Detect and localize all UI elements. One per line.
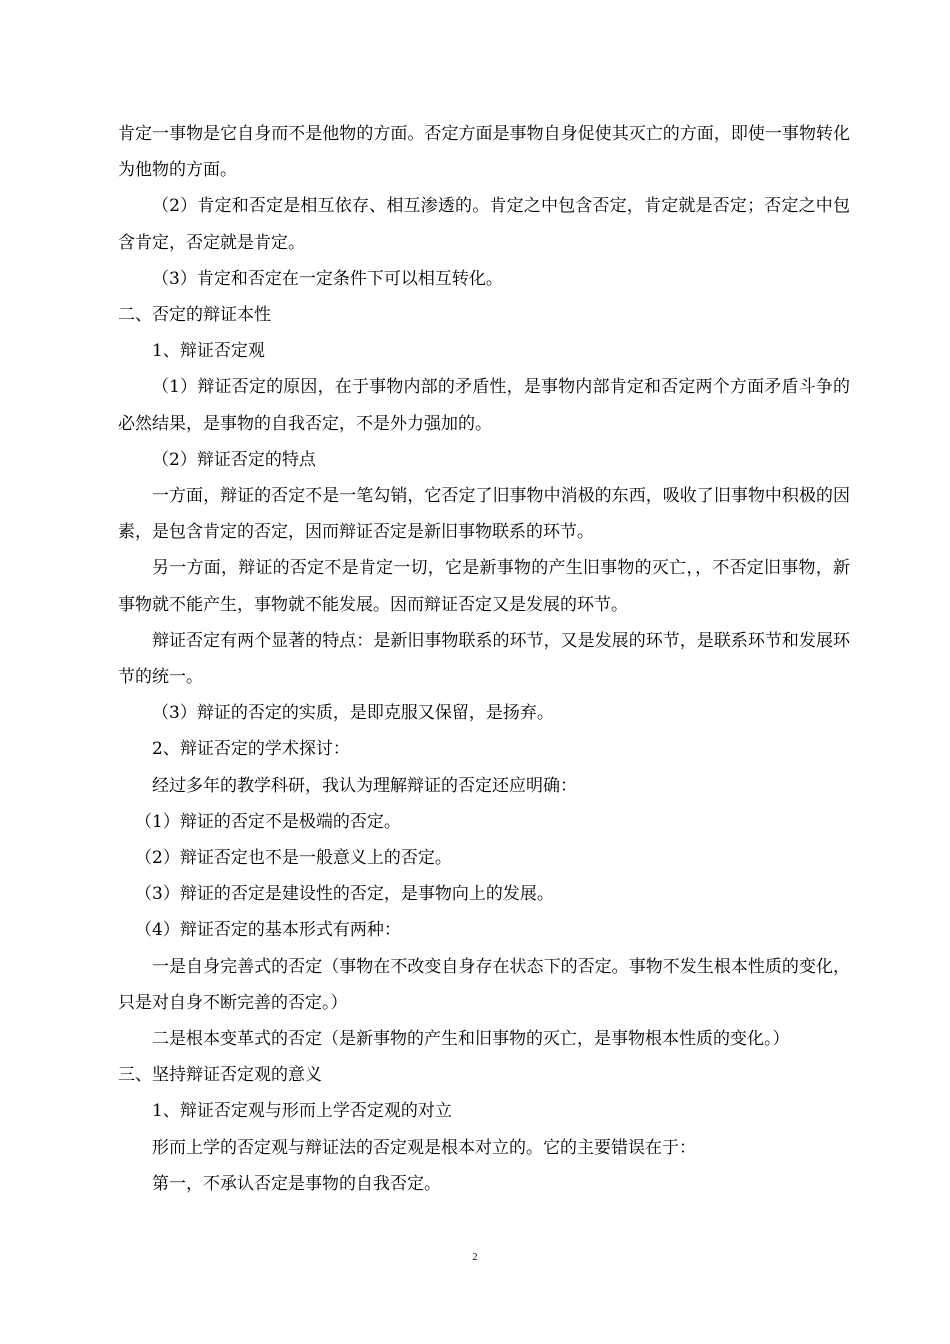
section-heading: 三、坚持辩证否定观的意义 (118, 1065, 322, 1086)
paragraph: 另一方面，辩证的否定不是肯定一切，它是新事物的产生旧事物的灭亡，，不否定旧事物，新事物就不能产生，事物就不能发展。因而辩证否定又是发展的环节。 (118, 558, 850, 615)
paragraph: （3）辩证的否定的实质，是即克服又保留，是扬弃。 (152, 703, 554, 724)
list-item: （2）辩证否定也不是一般意义上的否定。 (135, 848, 452, 869)
list-item: （3）辩证的否定是建设性的否定，是事物向上的发展。 (135, 884, 554, 905)
subsection-heading: 1、辩证否定观 (152, 341, 265, 362)
list-item: （4）辩证否定的基本形式有两种： (135, 920, 401, 941)
section-heading: 二、否定的辩证本性 (118, 305, 271, 326)
paragraph: 二是根本变革式的否定（是新事物的产生和旧事物的灭亡，是事物根本性质的变化。） (152, 1029, 790, 1050)
document-body (118, 116, 850, 1202)
paragraph: （3）肯定和否定在一定条件下可以相互转化。 (152, 268, 503, 289)
paragraph: （2）辩证否定的特点 (152, 449, 316, 470)
page-number: 2 (472, 1252, 478, 1263)
list-item: （1）辩证的否定不是极端的否定。 (135, 811, 401, 832)
paragraph: 形而上学的否定观与辩证法的否定观是根本对立的。它的主要错误在于： (152, 1137, 696, 1158)
paragraph: 第一，不承认否定是事物的自我否定。 (152, 1173, 441, 1194)
subsection-heading: 2、辩证否定的学术探讨： (152, 739, 350, 760)
paragraph: 肯定一事物是它自身而不是他物的方面。否定方面是事物自身促使其灭亡的方面，即使一事物转化为他物的方面。 (118, 124, 850, 181)
paragraph: 一方面，辩证的否定不是一笔勾销，它否定了旧事物中消极的东西，吸收了旧事物中积极的因素，是包含肯定的否定，因而辩证否定是新旧事物联系的环节。 (118, 486, 850, 543)
paragraph: （1）辩证否定的原因，在于事物内部的矛盾性，是事物内部肯定和否定两个方面矛盾斗争的必然结果，是事物的自我否定，不是外力强加的。 (118, 377, 850, 434)
subsection-heading: 1、辩证否定观与形而上学否定观的对立 (152, 1101, 452, 1122)
paragraph: （2）肯定和否定是相互依存、相互渗透的。肯定之中包含否定，肯定就是否定；否定之中包含肯定，否定就是肯定。 (118, 196, 850, 253)
paragraph: 经过多年的教学科研，我认为理解辩证的否定还应明确： (152, 775, 577, 796)
paragraph: 一是自身完善式的否定（事物在不改变自身存在状态下的否定。事物不发生根本性质的变化，只是对自身不断完善的否定。） (118, 956, 850, 1013)
paragraph: 辩证否定有两个显著的特点：是新旧事物联系的环节，又是发展的环节，是联系环节和发展环节的统一。 (118, 630, 850, 688)
